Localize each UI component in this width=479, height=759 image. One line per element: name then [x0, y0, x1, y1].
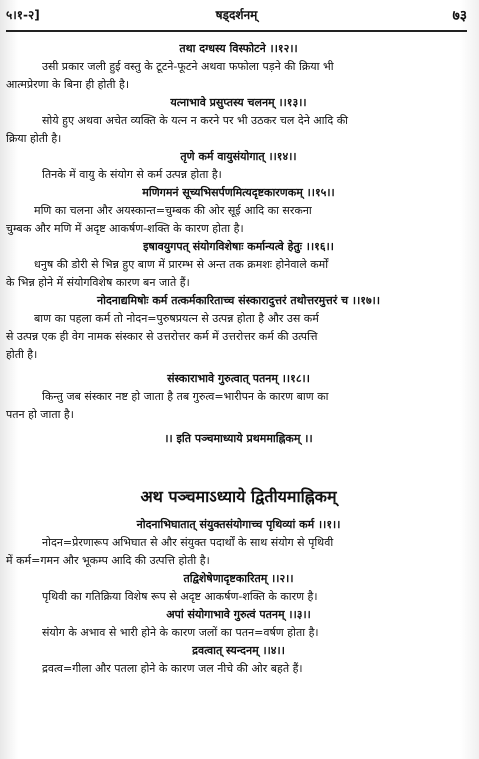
commentary-line: होती है। [6, 348, 38, 361]
running-title: षड्दर्शनम् [215, 8, 258, 22]
sutra-2: तद्विशेषेणादृष्टकारितम् ।।२।। [183, 572, 294, 585]
sutra-17: नोदनाद्यमिषोः कर्म तत्कर्मकारिताच्च संस्कारादुत्तरं तथोत्तरमुत्तरं च ।।१७।। [96, 294, 381, 307]
commentary-line: उसी प्रकार जली हुई वस्तु के टूटने-फूटने अथवा फफोला पड़ने की क्रिया भी [42, 60, 334, 73]
commentary-line: पतन हो जाता है। [6, 408, 74, 421]
commentary-line: क्रिया होती है। [6, 132, 62, 145]
commentary-line: आत्मप्रेरणा के बिना ही होती है। [6, 78, 129, 91]
sutra-3: अपां संयोगाभावे गुरुत्वं पतनम् ।।३।। [166, 608, 311, 621]
sutra-12: तथा दग्धस्य विस्फोटने ।।१२।। [179, 42, 298, 55]
commentary-line: पृथिवी का गतिक्रिया विशेष रूप से अदृष्ट आकर्षण-शक्ति के कारण है। [42, 590, 318, 603]
commentary-line: से उत्पन्न एक ही वेग नामक संस्कार से उत्तरोत्तर कर्म में उत्तरोत्तर कर्म की उत्पत्ति [6, 330, 318, 343]
commentary-line: नोदन=प्रेरणारूप अभिघात से और संयुक्त पदार्थों के साथ संयोग से पृथिवी [42, 536, 334, 549]
chapter-ref: ५।१-२] [6, 8, 40, 22]
commentary-line: द्रवत्व=गीला और पतला होने के कारण जल नीचे की ओर बहते हैं। [42, 662, 303, 675]
sutra-14: तृणे कर्म वायुसंयोगात् ।।१४।। [180, 150, 297, 163]
header-rule [6, 30, 467, 32]
commentary-line: के भिन्न होने में संयोगविशेष कारण बन जाते हैं। [6, 276, 190, 289]
sutra-1: नोदनाभिघातात् संयुक्तसंयोगाच्च पृथिव्यां कर्म ।।१।। [136, 518, 341, 531]
commentary-line: सोये हुए अथवा अचेत व्यक्ति के यत्न न करने पर भी उठकर चल देने आदि की [42, 114, 349, 127]
commentary-line: चुम्बक और मणि में अदृष्ट आकर्षण-शक्ति के कारण होता है। [6, 222, 244, 235]
sutra-15: मणिगमनं सूच्यभिसर्पणमित्यदृष्टकारणकम् ।।१५।। [142, 186, 335, 199]
page-number: ७३ [452, 8, 467, 24]
sutra-16: इषावयुगपत् संयोगविशेषाः कर्मान्यत्वे हेतुः ।।१६।। [143, 240, 334, 253]
commentary-line: मणि का चलना और अयस्कान्त=चुम्बक की ओर सूई आदि का सरकना [34, 204, 312, 217]
commentary-line: किन्तु जब संस्कार नष्ट हो जाता है तब गुरुत्व=भारीपन के कारण बाण का [42, 390, 329, 403]
chapter-heading: अथ पञ्चमाऽध्याये द्वितीयमाह्निकम् [140, 487, 337, 506]
commentary-line: संयोग के अभाव से भारी होने के कारण जलों का पतन=वर्षण होता है। [42, 626, 319, 639]
page-header [6, 6, 467, 28]
colophon: ।। इति पञ्चमाध्याये प्रथममाह्निकम् ।। [164, 432, 313, 445]
sutra-4: द्रवत्वात् स्यन्दनम् ।।४।। [192, 644, 285, 657]
commentary-line: तिनके में वायु के संयोग से कर्म उत्पन्न होता है। [42, 168, 222, 181]
commentary-line: धनुष की डोरी से भिन्न हुए बाण में प्रारम्भ से अन्त तक क्रमशः होनेवाले कर्मों [34, 258, 329, 271]
sutra-18: संस्काराभावे गुरुत्वात् पतनम् ।।१८।। [167, 372, 310, 385]
page-body [6, 40, 471, 678]
sutra-13: यत्नाभावे प्रसुप्तस्य चलनम् ।।१३।। [170, 96, 307, 109]
spacer [6, 448, 471, 478]
commentary-line: बाण का पहला कर्म तो नोदन=पुरुषप्रयत्न से उत्पन्न होता है और उस कर्म [34, 312, 319, 325]
commentary-line: में कर्म=गमन और भूकम्प आदि की उत्पत्ति होती है। [6, 554, 210, 567]
